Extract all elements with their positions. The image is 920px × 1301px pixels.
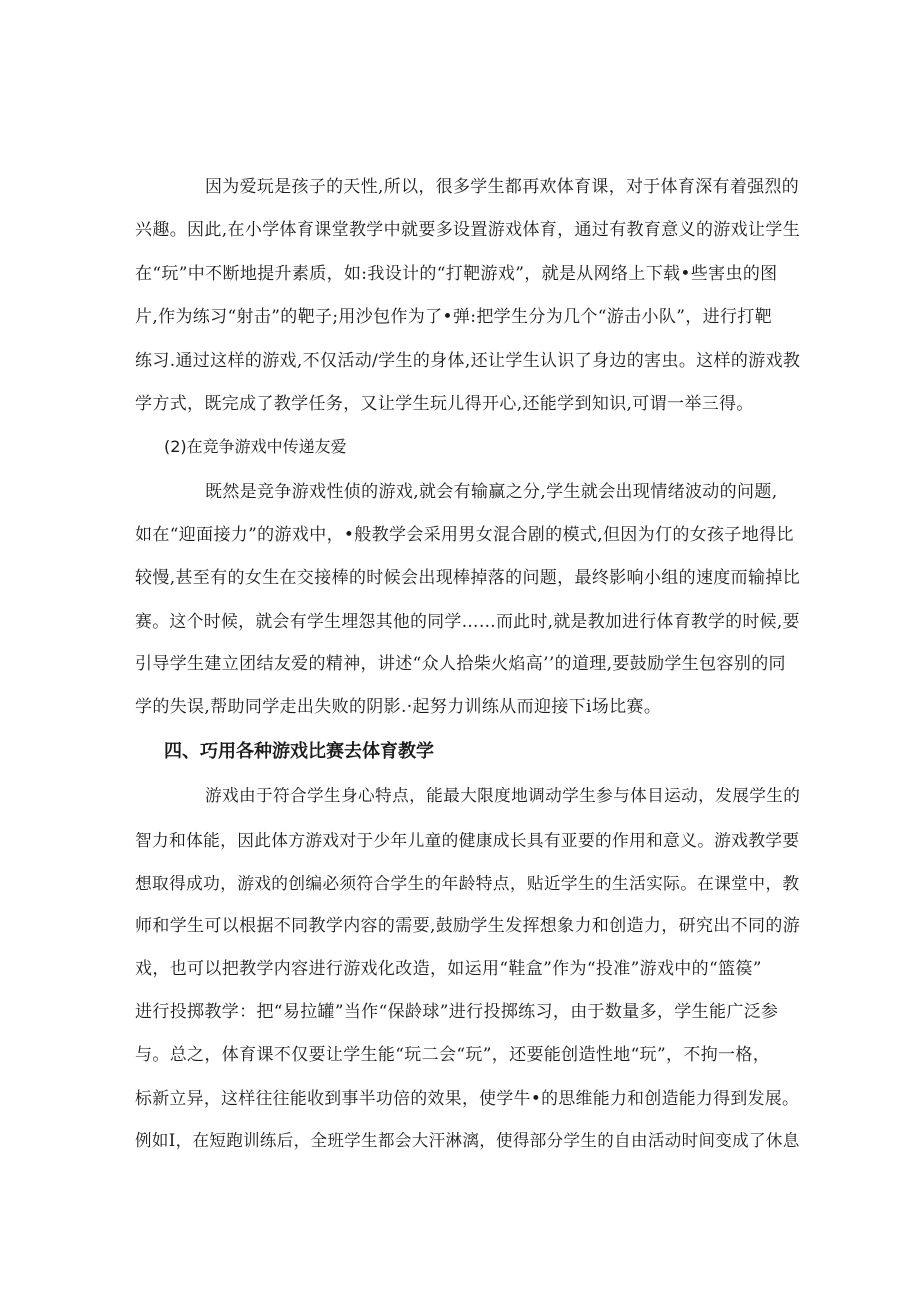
paragraph-line: 引导学生建立团结友爱的精神，讲述“众人拾柴火焰高’’的道理,要鼓励学生包容别的同 [135,654,786,674]
paragraph-line: 学方式，既完成了教学任务，又让学生玩儿得开心,还能学到知识,可谓一举三得。 [135,394,754,414]
paragraph-line: 标新立异，这样往往能收到事半功倍的效果，使学牛•的思维能力和创造能力得到发展。 [135,1088,800,1108]
paragraph-line: 如在“迎面接力”的游戏中，•般教学会采用男女混合剧的模式,但因为仃的女孩子地得比 [135,525,794,545]
paragraph-line: 赛。这个时候，就会有学生埋怨其他的同学……而此时,就是教加进行体育教学的时候,要 [135,611,800,631]
paragraph-line: 师和学生可以根据不同教学内容的需要,鼓励学生发挥想象力和创造力，研究出不同的游 [135,916,801,936]
section-heading: 四、巧用各种游戏比赛去体育教学 [164,741,434,762]
paragraph-line: 游戏由于符合学生身心特点，能最大限度地调动学生参与体目运动，发展学生的 [205,786,801,805]
paragraph-line: 戏，也可以把教学内容进行游戏化改造，如运用“鞋盒”作为“投准”游戏中的“篮篌” [135,959,762,979]
paragraph-line: 较慢,甚至有的女生在交接棒的时候会出现棒掉落的问题，最终影响小组的速度而输掉比 [135,568,801,588]
paragraph-line: 与。总之，体育课不仅要让学生能“玩二会“玩”，还要能创造性地“玩”，不拘一格， [135,1045,771,1065]
paragraph-line: 智力和体能，因此体方游戏对于少年儿童的健康成长具有亚要的作用和意义。游戏教学要 [135,830,800,850]
subheading: (2)在竞争游戏中传递友爱 [164,437,347,456]
paragraph-line: 片,作为练习“射击”的靶子;用沙包作为了•弹:把学生分为几个“游击小队”，进行打靶 [135,307,772,327]
paragraph-line: 想取得成功，游戏的创编必须符合学生的年龄特点，贴近学生的生活实际。在课堂中，教 [135,873,800,893]
paragraph-line: 进行投掷教学：把“易拉罐”当作“保龄球”进行投掷练习，由于数量多，学生能广泛参 [135,1002,779,1022]
paragraph-line: 既然是竞争游戏性侦的游戏,就会有输赢之分,学生就会出现情绪波动的问题, [205,482,778,502]
paragraph-line: 练习.通过这样的游戏,不仅活动/学生的身体,还让学生认识了身边的害虫。这样的游戏教 [135,351,801,371]
paragraph-line: 兴趣。因此,在小学体育课堂教学中就要多设置游戏体育，通过有教育意义的游戏让学生 [135,220,801,240]
paragraph-line: 例如I，在短跑训练后，全班学生都会大汗淋漓，使得部分学生的自由活动时间变成了休息 [135,1131,800,1150]
paragraph-line: 在“玩”中不断地提升素质，如:我设计的“打靶游戏”，就是从网络上下载•些害虫的图 [135,264,778,284]
paragraph-line: 学的失误,帮助同学走出失败的阴影.·起努力训练从而迎接下i场比赛。 [135,697,662,717]
paragraph-line: 因为爱玩是孩子的天性,所以，很多学生都再欢体育课，对于体育深有着强烈的 [205,176,800,196]
